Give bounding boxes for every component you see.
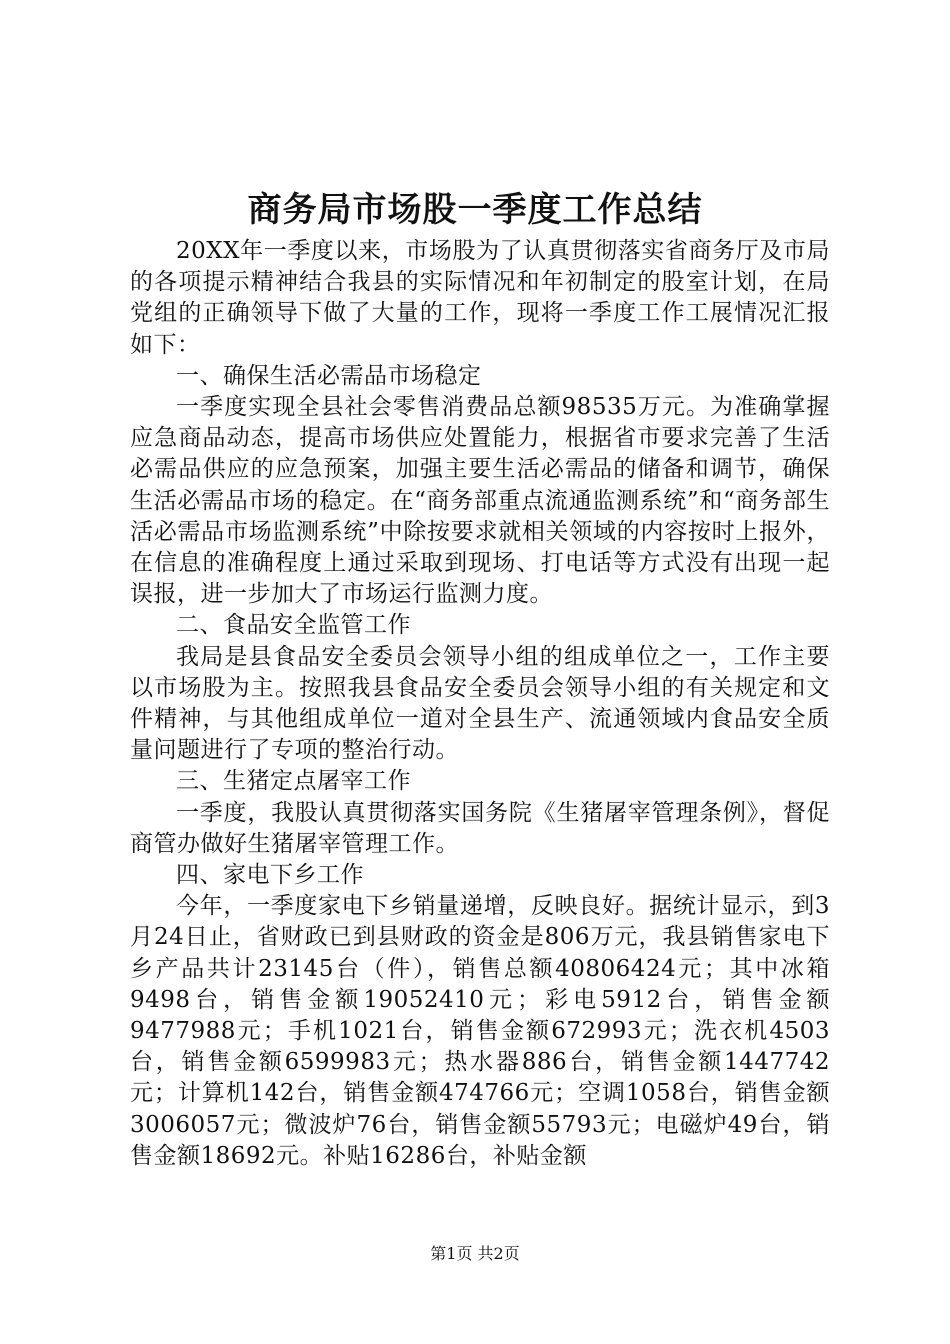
- section-heading-2: 二、食品安全监管工作: [176, 612, 411, 639]
- intro-paragraph: 20XX年一季度以来，市场股为了认真贯彻落实省商务厅及市局的各项提示精神结合我县的实际情况和年初制定的股室计划，在局党组的正确领导下做了大量的工作，现将一季度工作工展情况汇报如下：: [130, 238, 830, 358]
- section-paragraph-1: 一季度实现全县社会零售消费品总额98535万元。为准确掌握应急商品动态，提高市场供应处置能力，根据省市要求完善了生活必需品供应的应急预案，加强主要生活必需品的储备和调节，确保生活必需品市场的稳定。在“商务部重点流通监测系统”和“商务部生活必需品市场监测系统”中除按要求就相关领域的内容按时上报外，在信息的准确程度上通过采取到现场、打电话等方式没有出现一起误报，进一步加大了市场运行监测力度。: [130, 394, 830, 608]
- section-paragraph-4: 今年，一季度家电下乡销量递增，反映良好。据统计显示，到3月24日止，省财政已到县财政的资金是806万元，我县销售家电下乡产品共计23145台（件），销售总额40806424元；其中冰箱9498台，销售金额19052410元；彩电5912台，销售金额9477988元；手机1021台，销售金额672993元；洗衣机4503台，销售金额6599983元；热水器886台，销售金额1447742元；计算机142台，销售金额474766元；空调1058台，销售金额3006057元；微波炉76台，销售金额55793元；电磁炉49台，销售金额18692元。补贴16286台，补贴金额: [130, 893, 830, 1169]
- section-heading-3: 三、生猪定点屠宰工作: [176, 768, 411, 795]
- page-footer: 第1页 共2页: [430, 1244, 520, 1263]
- document-title: 商务局市场股一季度工作总结: [247, 190, 703, 230]
- document-body: [130, 236, 830, 1172]
- section-heading-1: 一、确保生活必需品市场稳定: [176, 362, 482, 389]
- section-paragraph-3: 一季度，我股认真贯彻落实国务院《生猪屠宰管理条例》，督促商管办做好生猪屠宰管理工作。: [130, 799, 830, 857]
- section-heading-4: 四、家电下乡工作: [176, 862, 364, 889]
- section-paragraph-2: 我局是县食品安全委员会领导小组的组成单位之一，工作主要以市场股为主。按照我县食品安全委员会领导小组的有关规定和文件精神，与其他组成单位一道对全县生产、流通领域内食品安全质量问题进行了专项的整治行动。: [130, 643, 830, 764]
